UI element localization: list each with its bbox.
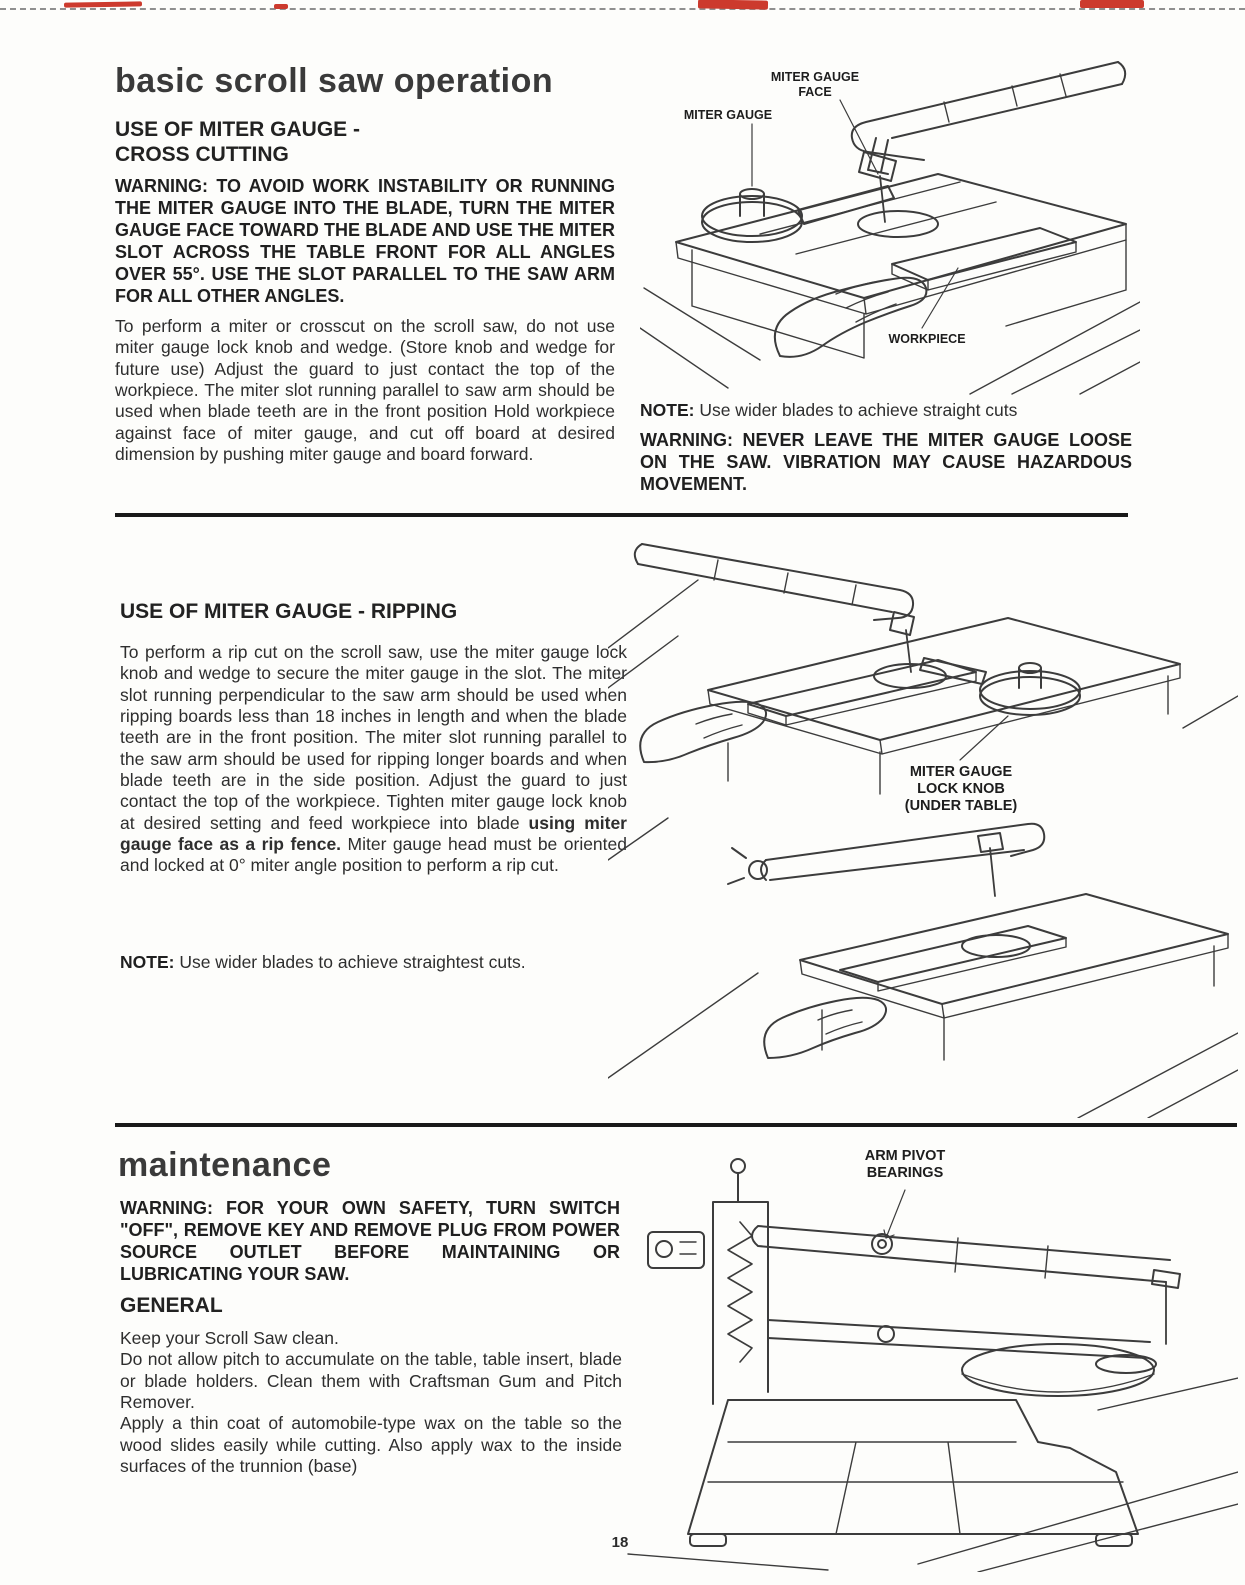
maintenance-warning: WARNING: FOR YOUR OWN SAFETY, TURN SWITCH "OFF", REMOVE KEY AND REMOVE PLUG FROM POWER SOURCE OUTLET BEFORE MAINTAINING OR LUBRICATING YOUR SAW.: [120, 1198, 620, 1284]
bench-lines: [628, 1378, 1238, 1572]
section1-heading-line1: USE OF MITER GAUGE -: [115, 118, 361, 141]
top-saw-arm: [635, 544, 914, 672]
lower-arm: [768, 1320, 1150, 1358]
ripping-body-part2: Miter gauge head must be oriented and locked at 0° miter angle position to perform a rip cut.: [120, 834, 627, 876]
figure1-label-miter-gauge-face: [760, 70, 870, 100]
figure-maintenance: [618, 1142, 1238, 1572]
section1-heading-line2: CROSS CUTTING: [115, 142, 289, 166]
section-divider-1: [115, 513, 1128, 517]
page-title: basic scroll saw operation: [115, 62, 554, 100]
miter-gauge-loose-warning: WARNING: NEVER LEAVE THE MITER GAUGE LOOSE ON THE SAW. VIBRATION MAY CAUSE HAZARDOUS MOVEMENT.: [640, 430, 1132, 494]
leader-lines: [960, 716, 1008, 760]
top-edge-line: [0, 8, 1245, 10]
ripping-note: [120, 952, 635, 973]
red-scan-mark: [64, 1, 142, 7]
maintenance-drawing: [618, 1142, 1238, 1572]
note-label: NOTE:: [640, 400, 695, 420]
label-line: FACE: [798, 84, 832, 99]
general-line-1: Keep your Scroll Saw clean.: [120, 1328, 339, 1348]
red-scan-mark: [274, 4, 288, 9]
red-scan-mark: [1080, 0, 1144, 8]
leader-lines: [884, 1190, 905, 1238]
figure2-label-lock-knob: [876, 764, 1046, 815]
label-line: (UNDER TABLE): [904, 798, 1018, 815]
ripping-drawing: [608, 518, 1238, 1118]
rear-column: [713, 1202, 768, 1404]
general-line-3: Apply a thin coat of automobile-type wax on the table so the wood slides easily while cutting. Also apply wax to the inside surfaces of the trunnion (base): [120, 1413, 622, 1477]
tension-knob: [731, 1159, 745, 1201]
note-text: Use wider blades to achieve straight cuts: [699, 400, 1018, 420]
upper-arm: [752, 1226, 1170, 1282]
general-body: [120, 1328, 622, 1477]
ripping-body: [120, 642, 627, 877]
miter-gauge-drawing: [702, 186, 894, 242]
ripping-body-bold: using miter gauge face as a rip fence.: [120, 812, 627, 855]
switch-box: [648, 1232, 704, 1268]
figure-cross-cutting: [640, 26, 1140, 396]
base-drawing: [688, 1400, 1138, 1546]
maintenance-title: maintenance: [118, 1146, 332, 1184]
general-line-2: Do not allow pitch to accumulate on the table, table insert, blade or blade holders. Clean them with Craftsman Gum and Pitch Remover.: [120, 1349, 622, 1413]
figure3-label-arm-pivot: [835, 1148, 975, 1182]
note-label: NOTE:: [120, 952, 175, 972]
figure-ripping: [608, 518, 1238, 1118]
crosscut-warning: WARNING: TO AVOID WORK INSTABILITY OR RUNNING THE MITER GAUGE INTO THE BLADE, TURN THE MITER GAUGE FACE TOWARD THE BLADE AND USE THE MITER SLOT ACROSS THE TABLE FRONT FOR ALL ANGLES OVER 55°. USE THE SLOT PARALLEL TO THE SAW ARM FOR ALL OTHER ANGLES.: [115, 176, 615, 306]
bottom-saw-arm: [728, 824, 1044, 896]
bottom-saw-hand: [764, 998, 886, 1058]
red-scan-mark: [698, 0, 768, 10]
figure1-label-workpiece: WORKPIECE: [888, 332, 966, 346]
figure1-label-miter-gauge: MITER GAUGE: [683, 108, 773, 122]
crosscut-note: [640, 400, 1138, 421]
section2-heading: USE OF MITER GAUGE - RIPPING: [120, 600, 458, 623]
ripping-body-part1: To perform a rip cut on the scroll saw, use the miter gauge lock knob and wedge to secure the miter gauge in the slot. The miter slot running perpendicular to the saw arm should be used when ripping boards less than 18 inches in length and when the blade teeth are in the front position. The miter slot running parallel to the saw arm should be used for ripping longer boards and when blade teeth are in the side position. Adjust the guard to just contact the top of the workpiece. Tighten miter gauge lock knob at desired setting and feed workpiece into blade: [120, 642, 627, 833]
label-line: BEARINGS: [866, 1165, 944, 1182]
label-line: ARM PIVOT: [864, 1148, 946, 1164]
section1-heading: [115, 118, 615, 168]
top-saw-hand: [640, 702, 766, 762]
label-line: LOCK KNOB: [917, 781, 1005, 798]
label-line: MITER GAUGE: [909, 764, 1013, 780]
note-text: Use wider blades to achieve straightest cuts.: [179, 952, 526, 972]
saw-arm: [852, 62, 1125, 160]
page-number: 18: [611, 1534, 629, 1551]
label-line: MITER GAUGE: [770, 70, 860, 84]
table-drawing: [962, 1344, 1156, 1396]
general-heading: GENERAL: [120, 1294, 223, 1317]
section-divider-2: [115, 1123, 1237, 1127]
top-saw-miter-gauge: [920, 658, 1080, 715]
crosscut-body: To perform a miter or crosscut on the scroll saw, do not use miter gauge lock knob and wedge. (Store knob and wedge for future use) Adjust the guard to just contact the top of the workpiece. The miter slot running parallel to saw arm should be used when blade teeth are in the front position Hold workpiece against face of miter gauge, and cut off board at desired dimension by pushing miter gauge and board forward.: [115, 316, 615, 465]
